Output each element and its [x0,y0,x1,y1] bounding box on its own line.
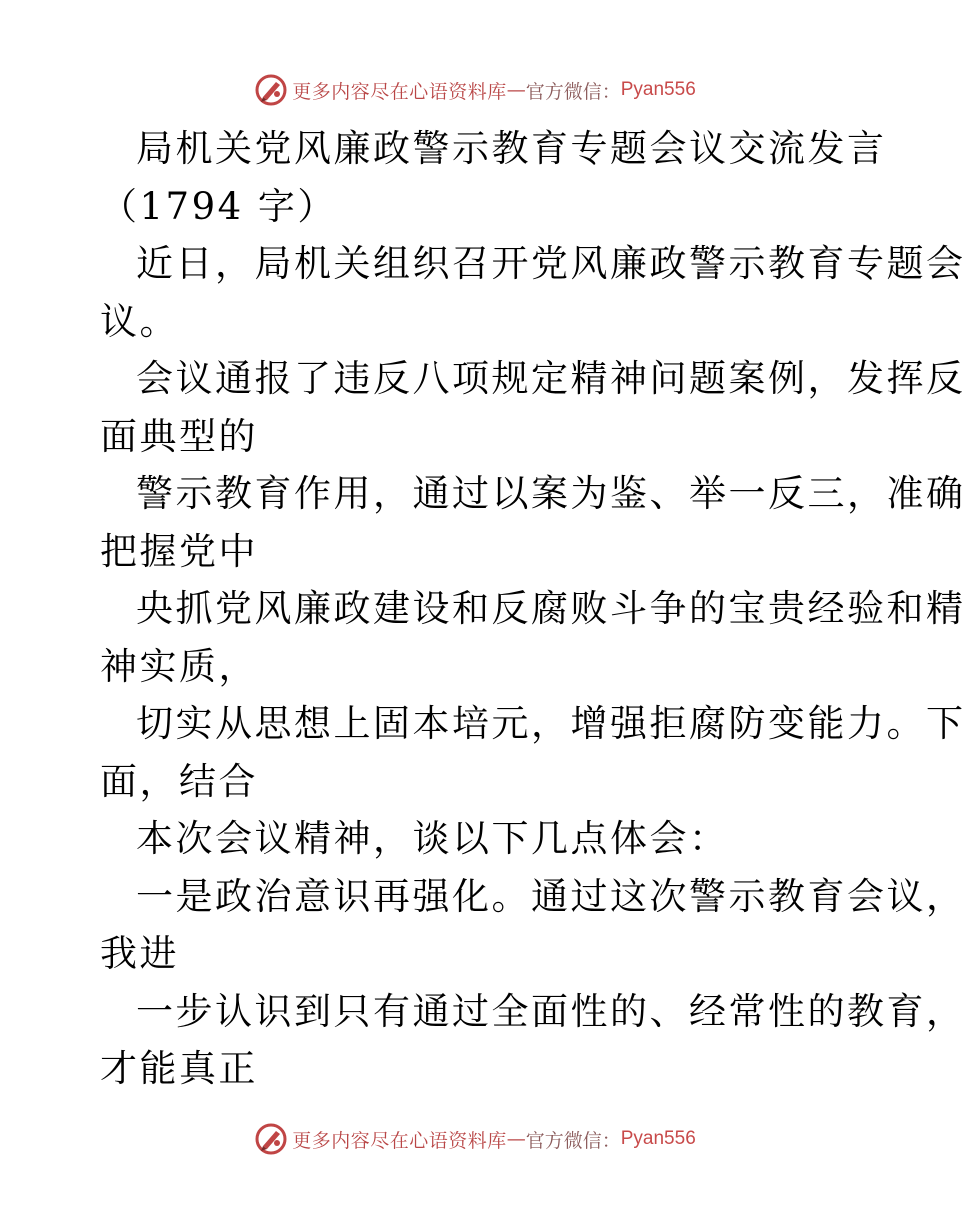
paragraph-line: 一步认识到只有通过全面性的、经常性的教育， [136,989,966,1033]
paragraph-line: 面，结合 [100,759,258,803]
banner-dash: — [506,79,526,101]
paragraph-line: 才能真正 [100,1047,258,1090]
paragraph-line: 议。 [100,299,179,343]
document-title: 局机关党风廉政警示教育专题会议交流发言 [136,127,887,170]
banner-wechat-id: Pyan556 [620,79,696,100]
paragraph-line: 一是政治意识再强化。通过这次警示教育会议， [136,874,966,918]
paragraph-line: 面典型的 [100,414,258,458]
paragraph-line: 本次会议精神，谈以下几点体会： [136,817,729,860]
paragraph-line: 央抓党风廉政建设和反腐败斗争的宝贵经验和精 [136,587,966,630]
paragraph-line: 神实质， [100,644,258,688]
document-body [100,120,966,1098]
paragraph-line: 我进 [100,932,179,975]
banner-site-text: 更多内容尽在心语资料库 [292,1129,507,1152]
paragraph-line: 把握党中 [100,529,258,573]
paragraph-line: 会议通报了违反八项规定精神问题案例，发挥反 [136,357,966,400]
banner-dash: — [506,1128,526,1150]
banner-wechat-label: 官方微信： [525,1129,621,1152]
paragraph-line: 近日，局机关组织召开党风廉政警示教育专题会 [136,242,966,285]
banner-wechat-label: 官方微信： [525,80,621,103]
banner-site-text: 更多内容尽在心语资料库 [292,80,507,103]
pen-logo-icon [254,73,288,107]
banner-wechat-id: Pyan556 [620,1128,696,1149]
footer-banner [0,1119,950,1159]
header-banner [0,70,950,110]
document-title-wordcount: （1794 字） [100,184,337,228]
paragraph-line: 切实从思想上固本培元，增强拒腐防变能力。下 [136,702,966,745]
pen-logo-icon [254,1122,288,1156]
paragraph-line: 警示教育作用，通过以案为鉴、举一反三，准确 [136,472,966,515]
